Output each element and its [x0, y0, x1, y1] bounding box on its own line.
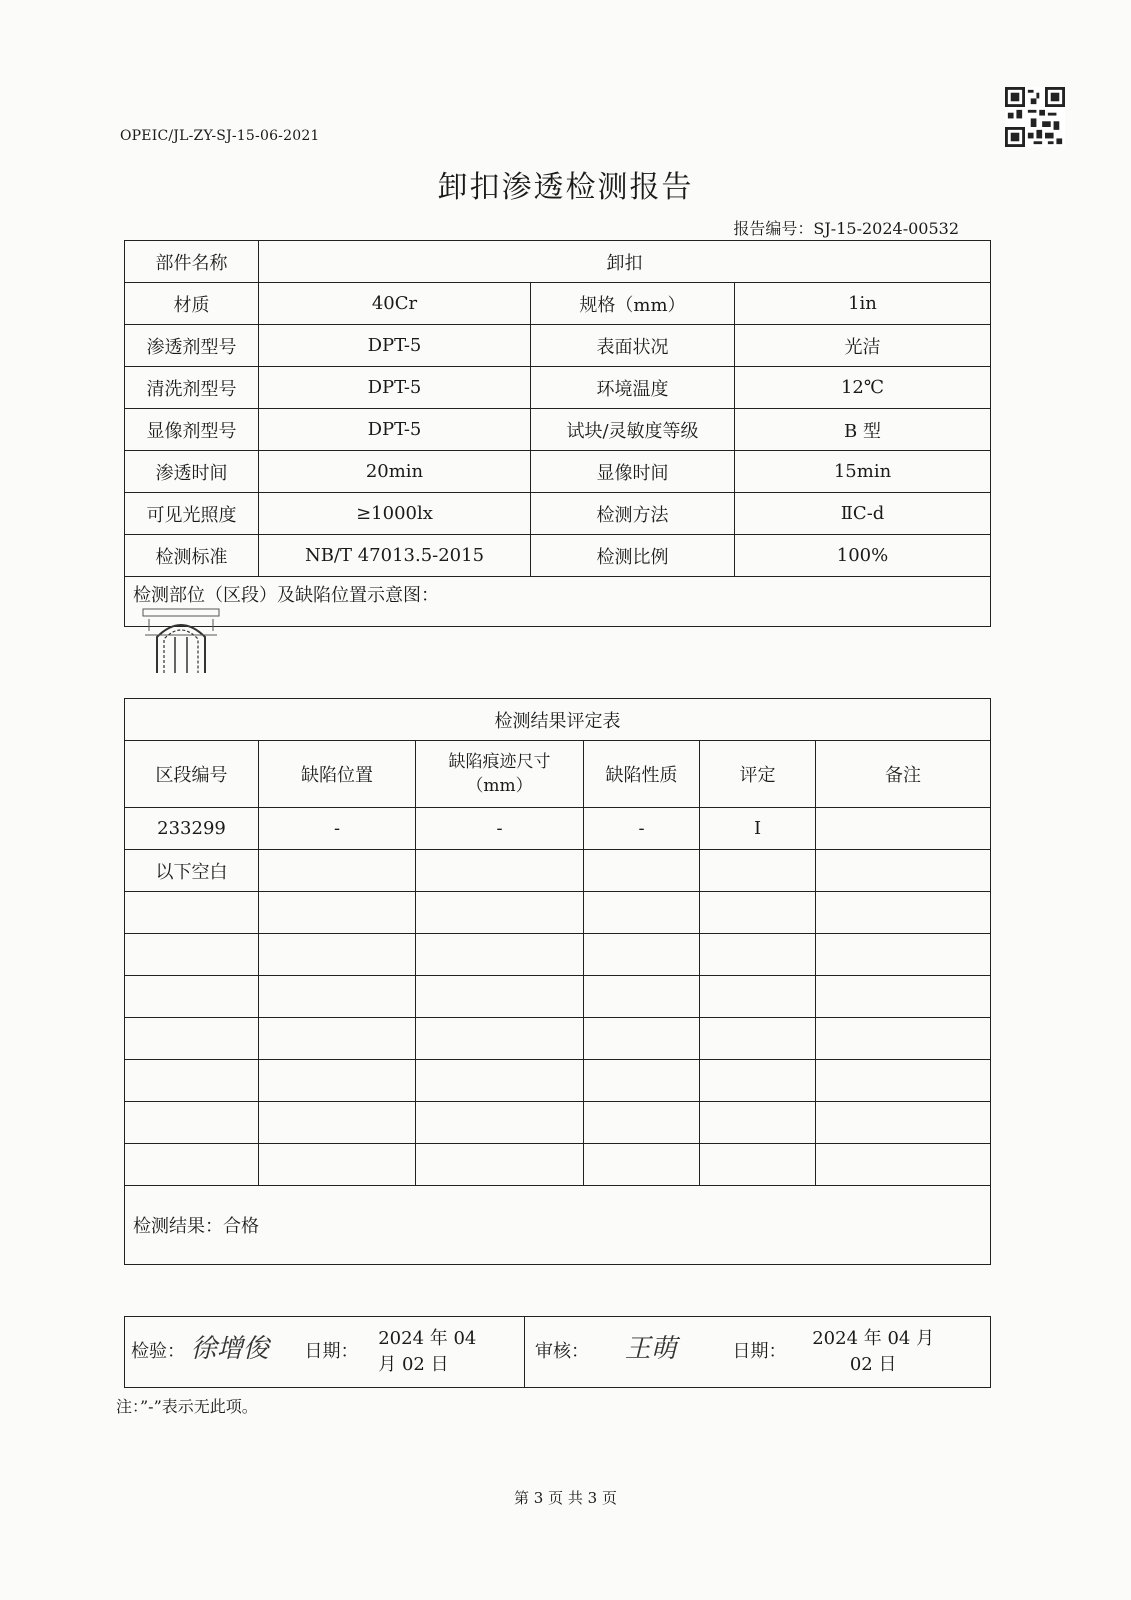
table-cell [700, 892, 816, 934]
info-row [125, 409, 991, 451]
table-cell [816, 1060, 991, 1102]
table-row [125, 1102, 991, 1144]
table-cell [816, 976, 991, 1018]
table-cell [700, 850, 816, 892]
qr-code-icon [1005, 87, 1065, 147]
table-cell [816, 808, 991, 850]
table-cell [416, 934, 584, 976]
table-cell [816, 850, 991, 892]
table-cell [700, 1144, 816, 1186]
column-header: 备注 [816, 741, 991, 808]
table-cell [125, 1018, 259, 1060]
signature-table [124, 1316, 991, 1388]
info-value: 100% [735, 535, 991, 577]
date-line: 2024 年 04 月 [812, 1328, 935, 1349]
inspector-signature: 徐增俊 [190, 1334, 269, 1364]
info-value: 40Cr [259, 283, 531, 325]
reviewer-signature: 王萌 [624, 1334, 677, 1364]
info-label: 显像剂型号 [125, 409, 259, 451]
info-label: 渗透剂型号 [125, 325, 259, 367]
table-cell [125, 1144, 259, 1186]
column-header-line: 缺陷痕迹尺寸 [448, 752, 551, 772]
info-label: 显像时间 [531, 451, 735, 493]
info-value: 15min [735, 451, 991, 493]
table-row [125, 850, 991, 892]
info-label: 环境温度 [531, 367, 735, 409]
info-row [125, 535, 991, 577]
part-name-value: 卸扣 [259, 241, 991, 283]
table-cell [584, 1102, 700, 1144]
info-label: 检测标准 [125, 535, 259, 577]
table-cell [259, 1144, 416, 1186]
sketch-label: 检测部位（区段）及缺陷位置示意图： [133, 585, 439, 606]
table-row [125, 934, 991, 976]
table-cell [259, 1060, 416, 1102]
table-cell [416, 1018, 584, 1060]
table-cell [816, 934, 991, 976]
page-title: 卸扣渗透检测报告 [437, 170, 694, 205]
table-cell [584, 892, 700, 934]
info-label: 表面状况 [531, 325, 735, 367]
table-cell [259, 934, 416, 976]
date-line: 02 日 [849, 1354, 897, 1375]
page-number: 第 3 页 共 3 页 [514, 1489, 617, 1507]
table-cell [125, 934, 259, 976]
inspector-section [125, 1317, 525, 1388]
footnote: 注：”-”表示无此项。 [116, 1397, 258, 1416]
info-value: 20min [259, 451, 531, 493]
table-cell [584, 934, 700, 976]
info-label: 渗透时间 [125, 451, 259, 493]
date-label: 日期： [732, 1341, 787, 1362]
table-cell [259, 892, 416, 934]
table-row [125, 808, 991, 850]
table-cell [584, 976, 700, 1018]
info-value: 光洁 [735, 325, 991, 367]
table-row [125, 1144, 991, 1186]
shackle-sketch-icon [137, 607, 227, 679]
info-value: DPT-5 [259, 325, 531, 367]
table-cell [700, 1018, 816, 1060]
results-header-row [125, 741, 991, 808]
report-number: 报告编号：SJ-15-2024-00532 [733, 219, 959, 238]
table-cell: I [700, 808, 816, 850]
table-row [125, 892, 991, 934]
info-value: NB/T 47013.5-2015 [259, 535, 531, 577]
info-row [125, 241, 991, 283]
info-value: DPT-5 [259, 367, 531, 409]
results-title: 检测结果评定表 [125, 699, 991, 741]
table-cell [816, 1018, 991, 1060]
table-cell [816, 892, 991, 934]
info-row [125, 283, 991, 325]
table-cell [584, 1144, 700, 1186]
date-line: 2024 年 04 [378, 1328, 477, 1349]
info-label: 清洗剂型号 [125, 367, 259, 409]
info-row [125, 367, 991, 409]
info-label: 规格（mm） [531, 283, 735, 325]
table-cell [816, 1144, 991, 1186]
info-value: 1in [735, 283, 991, 325]
column-header: 区段编号 [125, 741, 259, 808]
inspector-date [378, 1326, 476, 1378]
reviewer-date [812, 1326, 934, 1378]
info-value: ⅡC-d [735, 493, 991, 535]
table-cell [584, 850, 700, 892]
info-label: 材质 [125, 283, 259, 325]
info-row [125, 451, 991, 493]
table-cell [700, 1060, 816, 1102]
table-row [125, 1018, 991, 1060]
info-label: 检测比例 [531, 535, 735, 577]
table-cell [259, 1018, 416, 1060]
info-label: 可见光照度 [125, 493, 259, 535]
table-cell: - [416, 808, 584, 850]
reviewer-section [525, 1317, 991, 1388]
column-header: 评定 [700, 741, 816, 808]
info-row [125, 493, 991, 535]
info-row [125, 325, 991, 367]
table-cell [816, 1102, 991, 1144]
table-cell [700, 976, 816, 1018]
table-cell [259, 850, 416, 892]
date-label: 日期： [304, 1341, 359, 1362]
info-value: 12℃ [735, 367, 991, 409]
table-cell [416, 976, 584, 1018]
table-cell: - [259, 808, 416, 850]
table-cell [700, 934, 816, 976]
table-cell [125, 1102, 259, 1144]
conclusion-row [125, 1186, 991, 1265]
table-cell [584, 1060, 700, 1102]
column-header: 缺陷位置 [259, 741, 416, 808]
table-cell [259, 976, 416, 1018]
results-table [124, 698, 991, 1265]
table-cell [259, 1102, 416, 1144]
table-cell [416, 1144, 584, 1186]
column-header-unit: （mm） [466, 776, 533, 796]
info-value: B 型 [735, 409, 991, 451]
form-code: OPEIC/JL-ZY-SJ-15-06-2021 [120, 128, 320, 144]
table-row [125, 976, 991, 1018]
column-header: 缺陷性质 [584, 741, 700, 808]
table-cell: - [584, 808, 700, 850]
table-cell: 以下空白 [125, 850, 259, 892]
date-line: 月 02 日 [378, 1354, 449, 1375]
table-cell [125, 976, 259, 1018]
table-cell [125, 892, 259, 934]
column-header [416, 741, 584, 808]
reviewer-label: 审核： [535, 1341, 589, 1362]
info-table [124, 240, 991, 627]
conclusion: 检测结果：合格 [125, 1186, 991, 1265]
inspector-label: 检验： [131, 1341, 185, 1362]
table-cell: 233299 [125, 808, 259, 850]
info-label: 检测方法 [531, 493, 735, 535]
table-cell [584, 1018, 700, 1060]
info-value: DPT-5 [259, 409, 531, 451]
table-cell [416, 892, 584, 934]
table-row [125, 1060, 991, 1102]
table-cell [416, 1102, 584, 1144]
table-cell [700, 1102, 816, 1144]
sketch-area [125, 577, 991, 627]
info-label: 试块/灵敏度等级 [531, 409, 735, 451]
table-cell [416, 1060, 584, 1102]
table-cell [416, 850, 584, 892]
part-name-label: 部件名称 [125, 241, 259, 283]
info-value: ≥1000lx [259, 493, 531, 535]
table-cell [125, 1060, 259, 1102]
